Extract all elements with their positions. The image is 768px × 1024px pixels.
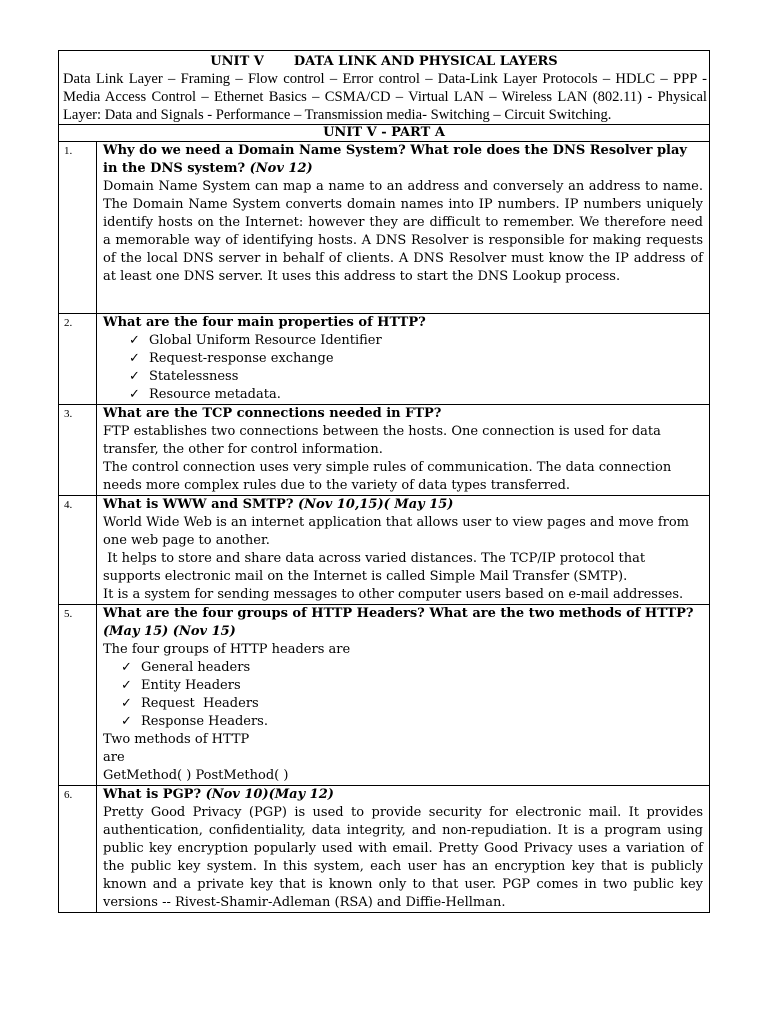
check-icon: ✓: [121, 714, 132, 729]
question-number: 1.: [59, 142, 97, 314]
check-icon: ✓: [121, 660, 132, 675]
document-page: [58, 50, 709, 913]
question-number: 2.: [59, 314, 97, 405]
exam-reference: (Nov 10)(May 12): [205, 787, 334, 802]
list-item: ✓ Response Headers.: [121, 714, 268, 729]
question-row-3: [59, 405, 710, 496]
question-row-2: [59, 314, 710, 405]
question-row-5: [59, 605, 710, 786]
list-item: ✓ Statelessness: [129, 369, 239, 384]
question-text: What is WWW and SMTP? (Nov 10,15)( May 15): [103, 497, 454, 512]
list-item: ✓ Request-response exchange: [129, 351, 334, 366]
question-text: What are the TCP connections needed in FTP?: [103, 406, 442, 421]
check-icon: ✓: [129, 333, 140, 348]
question-row-1: [59, 142, 710, 314]
list-item: ✓ Entity Headers: [121, 678, 241, 693]
unit-topics: Data Link Layer – Framing – Flow control – Error control – Data-Link Layer Protocols – HDLC – PPP - Media Access Control – Ethernet Basics – CSMA/CD – Virtual LAN – Wireless LAN (802.11) - Physical Layer: Data and Signals - Performance – Transmission media- Switching – Circuit Switching.: [63, 71, 707, 123]
answer-line: It helps to store and share data across varied distances. The TCP/IP protocol that supports electronic mail on the Internet is called Simple Mail Transfer (SMTP).: [103, 551, 650, 584]
question-number: 3.: [59, 405, 97, 496]
question-row-6: [59, 786, 710, 913]
answer-line: GetMethod( ) PostMethod( ): [103, 768, 289, 783]
answer-text: Pretty Good Privacy (PGP) is used to provide security for electronic mail. It provides authentication, confidentiality, data integrity, and non-repudiation. It is a program using public key encryption popularly used with email. Pretty Good Privacy uses a variation of the public key system. In this system, each user has an encryption key that is publicly known and a private key that is known only to that user. PGP comes in two public key versions -- Rivest-Shamir-Adleman (RSA) and Diffie-Hellman.: [103, 805, 703, 910]
question-text: What are the four main properties of HTTP?: [103, 315, 426, 330]
answer-line: It is a system for sending messages to other computer users based on e-mail addresses.: [103, 587, 684, 602]
unit-table: [58, 50, 710, 913]
exam-reference: (May 15) (Nov 15): [103, 624, 236, 639]
answer-text: Domain Name System can map a name to an address and conversely an address to name. The Domain Name System converts domain names into IP numbers. IP numbers uniquely identify hosts on the Internet: however they are difficult to remember. We therefore need a memorable way of identifying hosts. A DNS Resolver is responsible for making requests of the local DNS server in behalf of clients. A DNS Resolver must know the IP address of at least one DNS server. It uses this address to start the DNS Lookup process.: [103, 179, 703, 284]
unit-title: [59, 51, 709, 70]
unit-header-row: [59, 51, 710, 125]
check-icon: ✓: [129, 369, 140, 384]
check-icon: ✓: [121, 696, 132, 711]
question-text: What is PGP? (Nov 10)(May 12): [103, 787, 334, 802]
exam-reference: (Nov 10,15)( May 15): [297, 497, 454, 512]
check-icon: ✓: [129, 351, 140, 366]
answer-line: The control connection uses very simple rules of communication. The data connection needs more complex rules due to the variety of data types transferred.: [103, 460, 672, 493]
answer-line: are: [103, 750, 125, 765]
property-list: [103, 332, 709, 404]
answer-line: Two methods of HTTP: [103, 732, 250, 747]
answer-line: FTP establishes two connections between the hosts. One connection is used for data transfer, the other for control information.: [103, 424, 661, 457]
list-item: ✓ Request Headers: [121, 696, 259, 711]
question-row-4: [59, 496, 710, 605]
check-icon: ✓: [129, 387, 140, 402]
question-text: What are the four groups of HTTP Headers? What are the two methods of HTTP? (May 15) (Nov 15): [103, 606, 694, 639]
question-number: 4.: [59, 496, 97, 605]
check-icon: ✓: [121, 678, 132, 693]
answer-line: World Wide Web is an internet application that allows user to view pages and move from one web page to another.: [103, 515, 689, 548]
exam-reference: (Nov 12): [249, 161, 313, 176]
unit-label: UNIT V: [210, 54, 264, 69]
unit-title-text: DATA LINK AND PHYSICAL LAYERS: [293, 54, 558, 69]
list-item: ✓ General headers: [121, 660, 251, 675]
part-title-row: [59, 125, 710, 142]
header-group-list: [103, 659, 709, 731]
question-number: 5.: [59, 605, 97, 786]
answer-intro: The four groups of HTTP headers are: [103, 642, 351, 657]
list-item: ✓ Global Uniform Resource Identifier: [129, 333, 382, 348]
list-item: ✓ Resource metadata.: [129, 387, 281, 402]
question-text: Why do we need a Domain Name System? What role does the DNS Resolver play in the DNS system? (Nov 12): [103, 143, 687, 176]
part-title: UNIT V - PART A: [59, 125, 710, 142]
question-number: 6.: [59, 786, 97, 913]
